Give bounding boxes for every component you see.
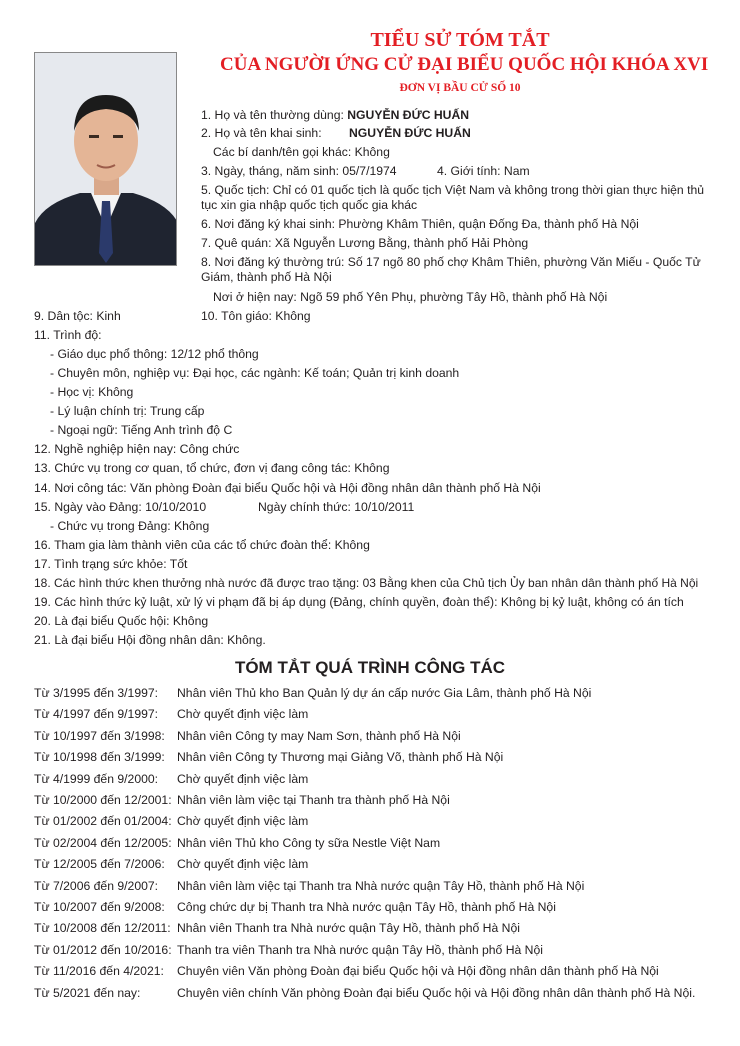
field-residence-cont: Giám, thành phố Hà Nội — [201, 270, 332, 284]
work-description: Chuyên viên chính Văn phòng Đoàn đại biểu Quốc hội và Hội đồng nhân dân thành phố Hà Nội. — [177, 986, 696, 1000]
field-nationality-cont: tục xin gia nhập quốc tịch quốc gia khác — [201, 198, 418, 212]
work-description: Chờ quyết định việc làm — [177, 814, 309, 828]
work-period: Từ 7/2006 đến 9/2007: — [34, 879, 159, 893]
work-description: Nhân viên Công ty may Nam Sơn, thành phố Hà Nội — [177, 729, 461, 743]
field-occupation: 12. Nghề nghiệp hiện nay: Công chức — [34, 442, 240, 456]
field-common-name: 1. Họ và tên thường dùng: NGUYỄN ĐỨC HUẤN — [201, 108, 470, 122]
work-period: Từ 01/2002 đến 01/2004: — [34, 814, 172, 828]
work-description: Nhân viên Thủ kho Ban Quản lý dự án cấp nước Gia Lâm, thành phố Hà Nội — [177, 686, 592, 700]
work-description: Nhân viên Thủ kho Công ty sữa Nestle Việt Nam — [177, 836, 441, 850]
field-ethnicity: 9. Dân tộc: Kinh — [34, 309, 121, 323]
work-period: Từ 01/2012 đến 10/2016: — [34, 943, 172, 957]
field-foreign-language: - Ngoại ngữ: Tiếng Anh trình độ C — [50, 423, 233, 437]
work-period: Từ 5/2021 đến nay: — [34, 986, 141, 1000]
field-discipline: 19. Các hình thức kỷ luật, xử lý vi phạm đã bị áp dụng (Đảng, chính quyền, đoàn thể): Không bị kỷ luật, không có án tích — [34, 595, 684, 609]
work-period: Từ 4/1997 đến 9/1997: — [34, 707, 159, 721]
field-awards: 18. Các hình thức khen thưởng nhà nước đã được trao tặng: 03 Bằng khen của Chủ tịch Ủy ban nhân dân thành phố Hà Nội — [34, 576, 699, 590]
field-workplace: 14. Nơi công tác: Văn phòng Đoàn đại biểu Quốc hội và Hội đồng nhân dân thành phố Hà Nội — [34, 481, 541, 495]
field-political-theory: - Lý luận chính trị: Trung cấp — [50, 404, 205, 418]
field-health: 17. Tình trạng sức khỏe: Tốt — [34, 557, 188, 571]
work-period: Từ 10/2000 đến 12/2001: — [34, 793, 172, 807]
work-period: Từ 10/1998 đến 3/1999: — [34, 750, 165, 764]
work-description: Chuyên viên Văn phòng Đoàn đại biểu Quốc hội và Hội đồng nhân dân thành phố Hà Nội — [177, 964, 659, 978]
portrait-illustration — [35, 53, 177, 266]
work-description: Nhân viên Công ty Thương mại Giảng Võ, thành phố Hà Nội — [177, 750, 504, 764]
field-council-deputy: 21. Là đại biểu Hội đồng nhân dân: Không. — [34, 633, 266, 647]
field-residence: 8. Nơi đăng ký thường trú: Số 17 ngõ 80 phố chợ Khâm Thiên, phường Văn Miếu - Quốc Tử — [201, 255, 701, 269]
work-period: Từ 3/1995 đến 3/1997: — [34, 686, 159, 700]
field-religion: 10. Tôn giáo: Không — [201, 309, 311, 323]
field-position: 13. Chức vụ trong cơ quan, tổ chức, đơn vị đang công tác: Không — [34, 461, 390, 475]
field-degree: - Học vị: Không — [50, 385, 134, 399]
field-current-address: Nơi ở hiện nay: Ngõ 59 phố Yên Phụ, phường Tây Hồ, thành phố Hà Nội — [213, 290, 608, 304]
field-party-position: - Chức vụ trong Đảng: Không — [50, 519, 210, 533]
field-party-official-date: Ngày chính thức: 10/10/2011 — [258, 500, 415, 514]
work-description: Công chức dự bị Thanh tra Nhà nước quận Tây Hồ, thành phố Hà Nội — [177, 900, 556, 914]
field-birth-name-label: 2. Họ và tên khai sinh: — [201, 126, 322, 140]
work-description: Chờ quyết định việc làm — [177, 772, 309, 786]
field-birth-name-value: NGUYỄN ĐỨC HUẤN — [349, 126, 471, 140]
field-organizations: 16. Tham gia làm thành viên của các tổ chức đoàn thể: Không — [34, 538, 370, 552]
work-history-title: TÓM TẮT QUÁ TRÌNH CÔNG TÁC — [234, 658, 506, 677]
field-specialization: - Chuyên môn, nghiệp vụ: Đại học, các ngành: Kế toán; Quản trị kinh doanh — [50, 366, 460, 380]
field-general-education: - Giáo dục phổ thông: 12/12 phổ thông — [50, 347, 259, 361]
work-period: Từ 10/2007 đến 9/2008: — [34, 900, 165, 914]
work-period: Từ 02/2004 đến 12/2005: — [34, 836, 172, 850]
field-na-deputy: 20. Là đại biểu Quốc hội: Không — [34, 614, 209, 628]
field-gender: 4. Giới tính: Nam — [437, 164, 530, 178]
document-title-line2: CỦA NGƯỜI ỨNG CỬ ĐẠI BIỂU QUỐC HỘI KHÓA XVI — [220, 54, 709, 75]
work-period: Từ 11/2016 đến 4/2021: — [34, 964, 164, 978]
work-description: Nhân viên Thanh tra Nhà nước quận Tây Hồ, thành phố Hà Nội — [177, 921, 520, 935]
work-period: Từ 10/2008 đến 12/2011: — [34, 921, 171, 935]
candidate-name: NGUYỄN ĐỨC HUẤN — [347, 108, 470, 122]
electoral-unit: ĐƠN VỊ BẦU CỬ SỐ 10 — [399, 82, 521, 94]
field-alias: Các bí danh/tên gọi khác: Không — [213, 145, 390, 159]
work-period: Từ 12/2005 đến 7/2006: — [34, 857, 165, 871]
work-description: Thanh tra viên Thanh tra Nhà nước quận Tây Hồ, thành phố Hà Nội — [177, 943, 543, 957]
work-description: Nhân viên làm việc tại Thanh tra thành phố Hà Nội — [177, 793, 450, 807]
field-nationality: 5. Quốc tịch: Chỉ có 01 quốc tịch là quốc tịch Việt Nam và không trong thời gian thực hiện thủ — [201, 183, 705, 197]
work-description: Chờ quyết định việc làm — [177, 707, 309, 721]
field-birthdate: 3. Ngày, tháng, năm sinh: 05/7/1974 — [201, 164, 397, 178]
field-birth-registration: 6. Nơi đăng ký khai sinh: Phường Khâm Thiên, quận Đống Đa, thành phố Hà Nội — [201, 217, 639, 231]
field-education: 11. Trình độ: — [34, 328, 102, 342]
work-period: Từ 10/1997 đến 3/1998: — [34, 729, 165, 743]
work-description: Chờ quyết định việc làm — [177, 857, 309, 871]
document-title: TIỂU SỬ TÓM TẮT — [370, 29, 550, 51]
work-description: Nhân viên làm việc tại Thanh tra Nhà nước quận Tây Hồ, thành phố Hà Nội — [177, 879, 585, 893]
field-party-join-date: 15. Ngày vào Đảng: 10/10/2010 — [34, 500, 207, 514]
field-hometown: 7. Quê quán: Xã Nguyễn Lương Bằng, thành phố Hải Phòng — [201, 236, 529, 250]
candidate-portrait — [34, 52, 177, 266]
work-period: Từ 4/1999 đến 9/2000: — [34, 772, 159, 786]
